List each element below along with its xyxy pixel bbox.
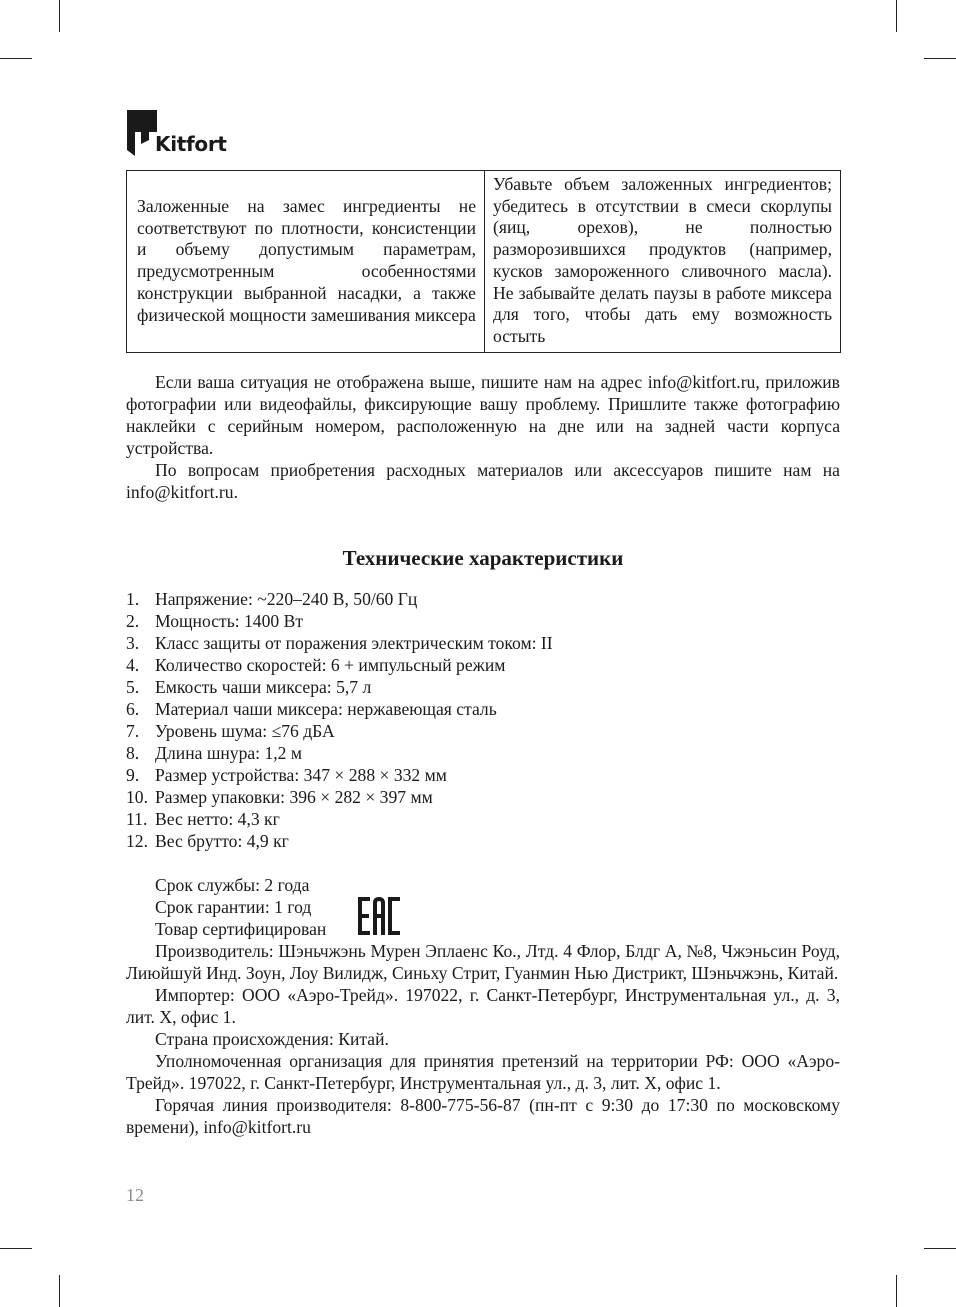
list-item: 10. Размер упаковки: 396 × 282 × 397 мм bbox=[126, 787, 433, 807]
kitfort-logo bbox=[127, 110, 237, 160]
crop-mark bbox=[0, 58, 32, 59]
accessories-paragraph: По вопросам приобретения расходных материалов или аксессуаров пишите нам на info@kitfort.ru. bbox=[126, 460, 840, 502]
kitfort-logo-icon bbox=[127, 110, 157, 156]
cause-cell: Заложенные на замес ингредиенты не соответствуют по плотности, консистенции и объему допустимым параметрам, предусмотренным особенностями конструкции выбранной насадки, а также физической мощности замешивания миксера bbox=[127, 171, 485, 353]
list-item: 9. Размер устройства: 347 × 288 × 332 мм bbox=[126, 765, 447, 785]
contact-section bbox=[126, 371, 840, 503]
crop-mark bbox=[924, 1248, 956, 1249]
list-item: 2. Мощность: 1400 Вт bbox=[126, 611, 304, 631]
page-number: 12 bbox=[126, 1185, 144, 1205]
certified-text: Товар сертифицирован bbox=[155, 919, 327, 939]
list-item: 5. Емкость чаши миксера: 5,7 л bbox=[126, 677, 372, 697]
list-item: 8. Длина шнура: 1,2 м bbox=[126, 743, 302, 763]
manufacturer-info bbox=[126, 940, 840, 1138]
brand-name: Kitfort bbox=[155, 132, 227, 156]
list-item: 12. Вес брутто: 4,9 кг bbox=[126, 831, 289, 851]
terms-block bbox=[155, 874, 326, 940]
list-item: 1. Напряжение: ~220–240 В, 50/60 Гц bbox=[126, 589, 418, 609]
list-item: 6. Материал чаши миксера: нержавеющая сталь bbox=[126, 699, 497, 719]
crop-mark bbox=[59, 1275, 60, 1307]
table-row bbox=[127, 171, 841, 353]
crop-mark bbox=[924, 58, 956, 59]
list-item: 7. Уровень шума: ≤76 дБА bbox=[126, 721, 335, 741]
section-title: Технические характеристики bbox=[342, 546, 624, 570]
hotline-paragraph: Горячая линия производителя: 8-800-775-56-87 (пн-пт с 9:30 до 17:30 по московскому времени), info@kitfort.ru bbox=[126, 1095, 840, 1137]
list-item: 4. Количество скоростей: 6 + импульсный режим bbox=[126, 655, 506, 675]
service-life: Срок службы: 2 года bbox=[155, 875, 310, 895]
eac-mark-icon bbox=[358, 897, 400, 935]
crop-mark bbox=[896, 0, 897, 32]
list-item: 11. Вес нетто: 4,3 кг bbox=[126, 809, 280, 829]
importer-paragraph: Импортер: ООО «Аэро-Трейд». 197022, г. Санкт-Петербург, Инструментальная ул., д. 3, лит. Х, офис 1. bbox=[126, 985, 840, 1027]
troubleshooting-table bbox=[126, 170, 841, 353]
authorized-paragraph: Уполномоченная организация для принятия претензий на территории РФ: ООО «Аэро-Трейд». 197022, г. Санкт-Петербург, Инструментальная ул., д. 3, лит. Х, офис 1. bbox=[126, 1051, 840, 1093]
manufacturer-paragraph: Производитель: Шэньчжэнь Мурен Эплаенс Ко., Лтд. 4 Флор, Блдг А, №8, Чжэньсин Роуд, Лиюйшуй Инд. Зоун, Лоу Вилидж, Синьху Стрит, Гуанмин Нью Дистрикт, Шэньчжэнь, Китай. bbox=[126, 941, 840, 983]
origin-paragraph: Страна происхождения: Китай. bbox=[155, 1029, 389, 1049]
crop-mark bbox=[896, 1275, 897, 1307]
solution-cell: Убавьте объем заложенных ингредиентов; убедитесь в отсутствии в смеси скорлупы (яиц, орехов), не полностью разморозившихся продуктов (например, кусков замороженного сливочного масла). Не забывайте делать паузы в работе миксера для того, чтобы дать ему возможность остыть bbox=[485, 171, 841, 353]
specs-list bbox=[126, 588, 840, 852]
warranty: Срок гарантии: 1 год bbox=[155, 897, 312, 917]
list-item: 3. Класс защиты от поражения электрическим током: II bbox=[126, 633, 553, 653]
crop-mark bbox=[59, 0, 60, 32]
contact-paragraph: Если ваша ситуация не отображена выше, пишите нам на адрес info@kitfort.ru, приложив фотографии или видеофайлы, фиксирующие вашу проблему. Пришлите также фотографию наклейки с серийным номером, расположенную на дне или на задней части корпуса устройства. bbox=[126, 372, 840, 458]
crop-mark bbox=[0, 1248, 32, 1249]
